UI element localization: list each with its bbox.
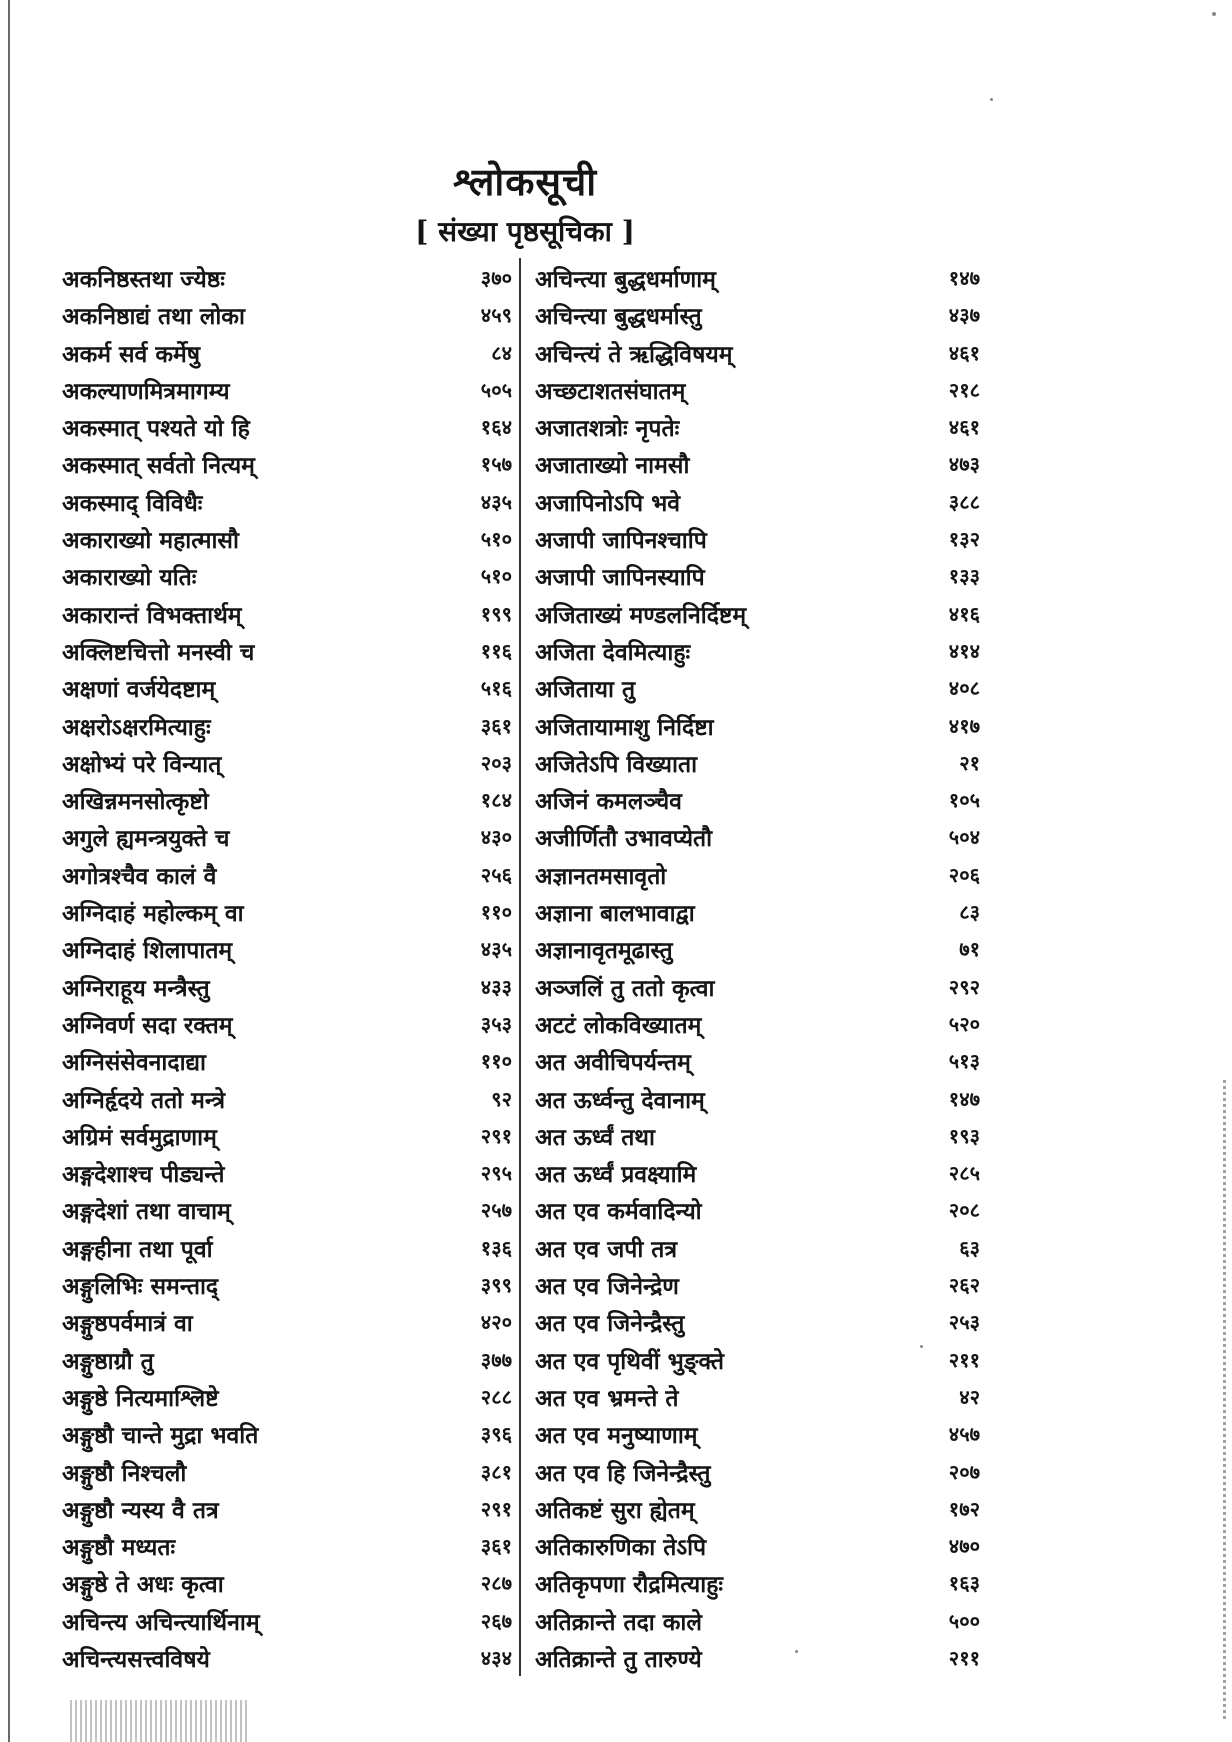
scan-speck — [920, 1345, 923, 1348]
page-number: ७१ — [959, 937, 980, 962]
index-entry — [62, 1004, 512, 1041]
verse-text: अटटं लोकविख्यातम् — [535, 1011, 702, 1039]
index-entry — [535, 1004, 980, 1041]
scan-smudge — [70, 1700, 250, 1742]
index-entry — [535, 631, 980, 668]
verse-text: अकाराख्यो महात्मासौ — [62, 527, 239, 555]
index-entry — [62, 258, 512, 295]
page-number: १६३ — [948, 1571, 980, 1596]
index-entry — [535, 1601, 980, 1638]
page-number: १९९ — [480, 601, 512, 626]
index-entry — [535, 929, 980, 966]
verse-text: अङ्गदेशाश्च पीड्यन्ते — [62, 1161, 225, 1189]
verse-text: अजितेऽपि विख्याता — [535, 750, 698, 778]
index-entry — [535, 668, 980, 705]
index-entry — [62, 855, 512, 892]
index-entry — [62, 1563, 512, 1600]
index-entry — [535, 1265, 980, 1302]
index-entry — [62, 519, 512, 556]
page-number: २९५ — [480, 1161, 512, 1186]
verse-text: अत एव जपी तत्र — [535, 1235, 678, 1263]
index-entry — [535, 892, 980, 929]
page-number: १८४ — [480, 788, 512, 813]
page-number: २११ — [948, 1347, 980, 1372]
index-entry — [62, 780, 512, 817]
page-number: २५७ — [480, 1198, 512, 1223]
index-entry — [62, 1153, 512, 1190]
index-entry — [535, 1340, 980, 1377]
page-number: १३२ — [948, 527, 980, 552]
index-entry — [535, 1153, 980, 1190]
verse-text: अगोत्रश्चैव कालं वै — [62, 862, 217, 890]
verse-text: अङ्गुष्ठौ चान्ते मुद्रा भवति — [62, 1422, 259, 1450]
page-number: ४६१ — [948, 340, 980, 365]
verse-text: अजितायामाशु निर्दिष्टा — [535, 713, 714, 741]
left-column — [62, 258, 512, 1675]
right-column — [535, 258, 980, 1675]
verse-text: अङ्गुष्ठे नित्यमाश्लिष्टे — [62, 1384, 219, 1412]
page-number: ४१७ — [948, 713, 980, 738]
verse-text: अकनिष्ठाद्यं तथा लोका — [62, 303, 245, 331]
page-number: ४१६ — [948, 601, 980, 626]
page-number: २०८ — [948, 1198, 980, 1223]
verse-text: अकनिष्ठस्तथा ज्येष्ठः — [62, 266, 225, 293]
page-number: ४१४ — [948, 638, 980, 663]
page-number: ५१६ — [480, 676, 512, 701]
index-entry — [535, 1041, 980, 1078]
verse-text: अतिकृपणा रौद्रमित्याहुः — [535, 1571, 724, 1599]
page-number: ९२ — [491, 1086, 512, 1111]
index-entry — [62, 333, 512, 370]
page-number: ८३ — [959, 900, 980, 925]
index-entry — [62, 1452, 512, 1489]
verse-text: अत एव मनुष्याणाम् — [535, 1422, 698, 1450]
index-entry — [62, 1414, 512, 1451]
verse-text: अचिन्त्यसत्त्वविषये — [62, 1645, 210, 1673]
page-number: १६४ — [480, 415, 512, 440]
index-entry — [535, 743, 980, 780]
verse-text: अक्षणां वर्जयेदष्टाम् — [62, 676, 216, 704]
page-number: ३९९ — [480, 1273, 512, 1298]
index-entry — [535, 817, 980, 854]
index-entry — [62, 1302, 512, 1339]
page-number: २०७ — [948, 1459, 980, 1484]
index-entry — [62, 1638, 512, 1675]
index-entry — [535, 706, 980, 743]
verse-text: अत एव पृथिवीं भुङ्क्ते — [535, 1347, 724, 1375]
page-number: २९२ — [948, 974, 980, 999]
page-number: २०३ — [480, 750, 512, 775]
verse-text: अत एव कर्मवादिन्यो — [535, 1198, 702, 1226]
index-entry — [62, 594, 512, 631]
page-number: ३७० — [480, 266, 512, 290]
verse-text: अङ्गुष्ठौ मध्यतः — [62, 1534, 176, 1562]
verse-text: अङ्गुष्ठे ते अधः कृत्वा — [62, 1571, 224, 1599]
verse-text: अक्लिष्टचित्तो मनस्वी च — [62, 638, 255, 666]
index-entry — [62, 370, 512, 407]
page-number: १९३ — [948, 1123, 980, 1148]
page-number: २८८ — [480, 1384, 512, 1409]
index-entry — [535, 1079, 980, 1116]
index-entry — [535, 1452, 980, 1489]
page-number: २५३ — [948, 1310, 980, 1335]
index-entry — [62, 967, 512, 1004]
verse-text: अकाराख्यो यतिः — [62, 564, 197, 592]
verse-text: अग्निदाहं शिलापातम् — [62, 937, 233, 965]
page-number: २८५ — [948, 1161, 980, 1186]
verse-text: अकस्मात् पश्यते यो हि — [62, 415, 250, 443]
verse-text: अज्ञाना बालभावाद्वा — [535, 900, 695, 928]
index-entry — [535, 594, 980, 631]
page-number: २६२ — [948, 1273, 980, 1298]
index-entry — [535, 1116, 980, 1153]
index-entry — [62, 1265, 512, 1302]
verse-text: अज्ञानतमसावृतो — [535, 862, 667, 890]
page-number: ४७३ — [948, 452, 980, 477]
index-entry — [62, 1190, 512, 1227]
index-entry — [535, 967, 980, 1004]
verse-text: अचिन्त्य अचिन्त्यार्थिनाम् — [62, 1608, 260, 1636]
page-number: ३८१ — [480, 1459, 512, 1484]
index-entry — [62, 1340, 512, 1377]
index-entry — [62, 444, 512, 481]
page-number: ४०८ — [948, 676, 980, 701]
index-entry — [535, 780, 980, 817]
page-number: ५१० — [480, 527, 512, 552]
verse-text: अजिता देवमित्याहुः — [535, 638, 691, 666]
page-number: ११६ — [480, 638, 512, 663]
page-number: ५१० — [480, 564, 512, 589]
verse-text: अत एव हि जिनेन्द्रैस्तु — [535, 1459, 711, 1487]
page-number: २६७ — [480, 1608, 512, 1633]
verse-text: अजिनं कमलञ्चैव — [535, 788, 682, 816]
page-number: ३७७ — [480, 1347, 512, 1372]
verse-text: अतिकष्टं सुरा ह्येतम् — [535, 1496, 695, 1524]
index-entry — [535, 1228, 980, 1265]
verse-text: अक्षोभ्यं परे विन्यात् — [62, 750, 222, 778]
verse-text: अखिन्नमनसोत्कृष्टो — [62, 788, 209, 816]
page-number: ११० — [480, 900, 512, 925]
binding-edge — [8, 0, 10, 1742]
verse-text: अतिक्रान्ते तदा काले — [535, 1608, 702, 1636]
page-number: ५०५ — [480, 377, 512, 402]
index-entry — [62, 743, 512, 780]
page-number: २५६ — [480, 862, 512, 887]
index-entry — [535, 1190, 980, 1227]
verse-text: अग्निसंसेवनादाद्या — [62, 1049, 206, 1077]
verse-text: अजापी जापिनस्यापि — [535, 564, 705, 592]
page-number: ४५७ — [948, 1422, 980, 1447]
index-entry — [62, 929, 512, 966]
verse-text: अजिताया तु — [535, 676, 636, 704]
index-entry — [535, 556, 980, 593]
page-title: श्लोकसूची — [452, 159, 598, 204]
verse-text: अङ्गुष्ठपर्वमात्रं वा — [62, 1310, 193, 1338]
page-number: ३६१ — [480, 713, 512, 738]
page-number: २१८ — [948, 377, 980, 402]
page-number: १४७ — [948, 266, 980, 290]
index-entry — [62, 1526, 512, 1563]
index-entry — [535, 1377, 980, 1414]
verse-text: अङ्गुलिभिः समन्ताद् — [62, 1273, 219, 1301]
index-entry — [62, 556, 512, 593]
verse-text: अग्निदाहं महोल्कम् वा — [62, 900, 244, 928]
page-number: २८७ — [480, 1571, 512, 1596]
index-entry — [535, 1489, 980, 1526]
page-number: ३५३ — [480, 1011, 512, 1036]
verse-text: अजीर्णितौ उभावप्येतौ — [535, 825, 713, 853]
page-number: ४२० — [480, 1310, 512, 1335]
verse-text: अग्निराहूय मन्त्रैस्तु — [62, 974, 210, 1002]
verse-text: अगुले ह्यमन्त्रयुक्ते च — [62, 825, 230, 853]
verse-text: अत ऊर्ध्वं तथा — [535, 1123, 655, 1151]
verse-text: अत एव जिनेन्द्रेण — [535, 1273, 679, 1301]
index-entry — [62, 817, 512, 854]
index-entry — [62, 668, 512, 705]
page-number: ५२० — [948, 1011, 980, 1036]
verse-text: अङ्गदेशां तथा वाचाम् — [62, 1198, 231, 1226]
index-entry — [62, 1079, 512, 1116]
page-number: ४३० — [480, 825, 512, 850]
index-entry — [535, 1414, 980, 1451]
page-number: ४६१ — [948, 415, 980, 440]
index-entry — [535, 333, 980, 370]
index-entry — [535, 1302, 980, 1339]
verse-text: अग्निवर्ण सदा रक्तम् — [62, 1011, 233, 1039]
page-number: ४३५ — [480, 489, 512, 514]
verse-text: अजातशत्रोः नृपतेः — [535, 415, 680, 443]
page-number: ३९६ — [480, 1422, 512, 1447]
index-entry — [62, 1377, 512, 1414]
page-number: १३३ — [948, 564, 980, 589]
verse-text: अचिन्त्या बुद्धधर्मास्तु — [535, 303, 702, 331]
scan-speck — [1212, 12, 1216, 16]
page-number: ४५९ — [480, 303, 512, 328]
verse-text: अचिन्त्यं ते ऋद्धिविषयम् — [535, 340, 733, 368]
verse-text: अक्षरोऽक्षरमित्याहुः — [62, 713, 211, 741]
verse-text: अकर्म सर्व कर्मेषु — [62, 340, 201, 368]
index-entry — [535, 295, 980, 332]
verse-text: अङ्गुष्ठौ निश्चलौ — [62, 1459, 187, 1487]
page-number: २९१ — [480, 1496, 512, 1521]
page-number: ३८८ — [948, 489, 980, 514]
verse-text: अज्ञानावृतमूढास्तु — [535, 937, 673, 965]
verse-text: अच्छटाशतसंघातम् — [535, 377, 686, 405]
page-number: ४३४ — [480, 1645, 512, 1670]
verse-text: अजिताख्यं मण्डलनिर्दिष्टम् — [535, 601, 747, 629]
page-number: १५७ — [480, 452, 512, 477]
verse-text: अत एव भ्रमन्ते ते — [535, 1384, 679, 1412]
verse-text: अत ऊर्ध्वन्तु देवानाम् — [535, 1086, 705, 1114]
page-number: १७२ — [948, 1496, 980, 1521]
verse-text: अजाताख्यो नामसौ — [535, 452, 690, 480]
page-number: ३६१ — [480, 1534, 512, 1559]
verse-text: अतिकारुणिका तेऽपि — [535, 1534, 707, 1562]
page-number: ४२ — [959, 1384, 980, 1409]
index-entry — [62, 892, 512, 929]
verse-text: अञ्जलिं तु ततो कृत्वा — [535, 974, 715, 1002]
index-entry — [62, 407, 512, 444]
index-entry — [62, 1116, 512, 1153]
index-entry — [535, 519, 980, 556]
page-number: ५०४ — [948, 825, 980, 850]
page-number: ४३३ — [480, 974, 512, 999]
index-entry — [62, 1601, 512, 1638]
scan-noise-edge — [1223, 1080, 1226, 1720]
page-number: १०५ — [948, 788, 980, 813]
index-entry — [62, 1041, 512, 1078]
index-entry — [535, 370, 980, 407]
page-number: ४७० — [948, 1534, 980, 1559]
verse-text: अकस्माद् विविधैः — [62, 489, 203, 517]
page-number: १३६ — [480, 1235, 512, 1260]
index-entry — [62, 706, 512, 743]
verse-text: अतिक्रान्ते तु तारुण्ये — [535, 1645, 702, 1673]
verse-text: अङ्गहीना तथा पूर्वा — [62, 1235, 213, 1263]
index-entry — [62, 631, 512, 668]
index-entry — [535, 444, 980, 481]
verse-text: अत ऊर्ध्वं प्रवक्ष्यामि — [535, 1161, 697, 1189]
index-entry — [535, 1638, 980, 1675]
scan-speck — [990, 98, 993, 101]
page-number: २१ — [959, 750, 980, 775]
verse-text: अचिन्त्या बुद्धधर्माणाम् — [535, 266, 716, 293]
verse-text: अङ्गुष्ठौ न्यस्य वै तत्र — [62, 1496, 219, 1524]
verse-text: अजापिनोऽपि भवे — [535, 489, 681, 517]
index-entry — [535, 1526, 980, 1563]
index-entry — [62, 482, 512, 519]
verse-text: अकारान्तं विभक्तार्थम् — [62, 601, 242, 629]
index-entry — [62, 295, 512, 332]
page-number: २०६ — [948, 862, 980, 887]
index-entry — [535, 1563, 980, 1600]
index-entry — [535, 407, 980, 444]
column-divider — [519, 258, 521, 1676]
page-number: ५०० — [948, 1608, 980, 1633]
verse-text: अजापी जापिनश्चापि — [535, 527, 707, 555]
index-entry — [535, 855, 980, 892]
page-number: ४३७ — [948, 303, 980, 328]
page-subtitle: [ संख्या पृष्ठसूचिका ] — [415, 215, 635, 248]
page-number: ११० — [480, 1049, 512, 1074]
page-number: १४७ — [948, 1086, 980, 1111]
verse-text: अग्निर्हृदये ततो मन्त्रे — [62, 1086, 226, 1114]
index-entry — [62, 1228, 512, 1265]
page-number: २९१ — [480, 1123, 512, 1148]
verse-text: अत अवीचिपर्यन्तम् — [535, 1049, 691, 1077]
index-entry — [535, 258, 980, 295]
page-number: ५१३ — [948, 1049, 980, 1074]
page-number: २११ — [948, 1645, 980, 1670]
page-number: ६३ — [959, 1235, 980, 1260]
index-entry — [62, 1489, 512, 1526]
index-entry — [535, 482, 980, 519]
verse-text: अकस्मात् सर्वतो नित्यम् — [62, 452, 255, 480]
page-number: ४३५ — [480, 937, 512, 962]
verse-text: अकल्याणमित्रमागम्य — [62, 377, 230, 405]
verse-text: अत एव जिनेन्द्रैस्तु — [535, 1310, 685, 1338]
page-number: ८४ — [491, 340, 512, 365]
scan-speck — [795, 1650, 798, 1653]
verse-text: अङ्गुष्ठाग्रौ तु — [62, 1347, 154, 1375]
verse-text: अग्रिमं सर्वमुद्राणाम् — [62, 1123, 217, 1151]
